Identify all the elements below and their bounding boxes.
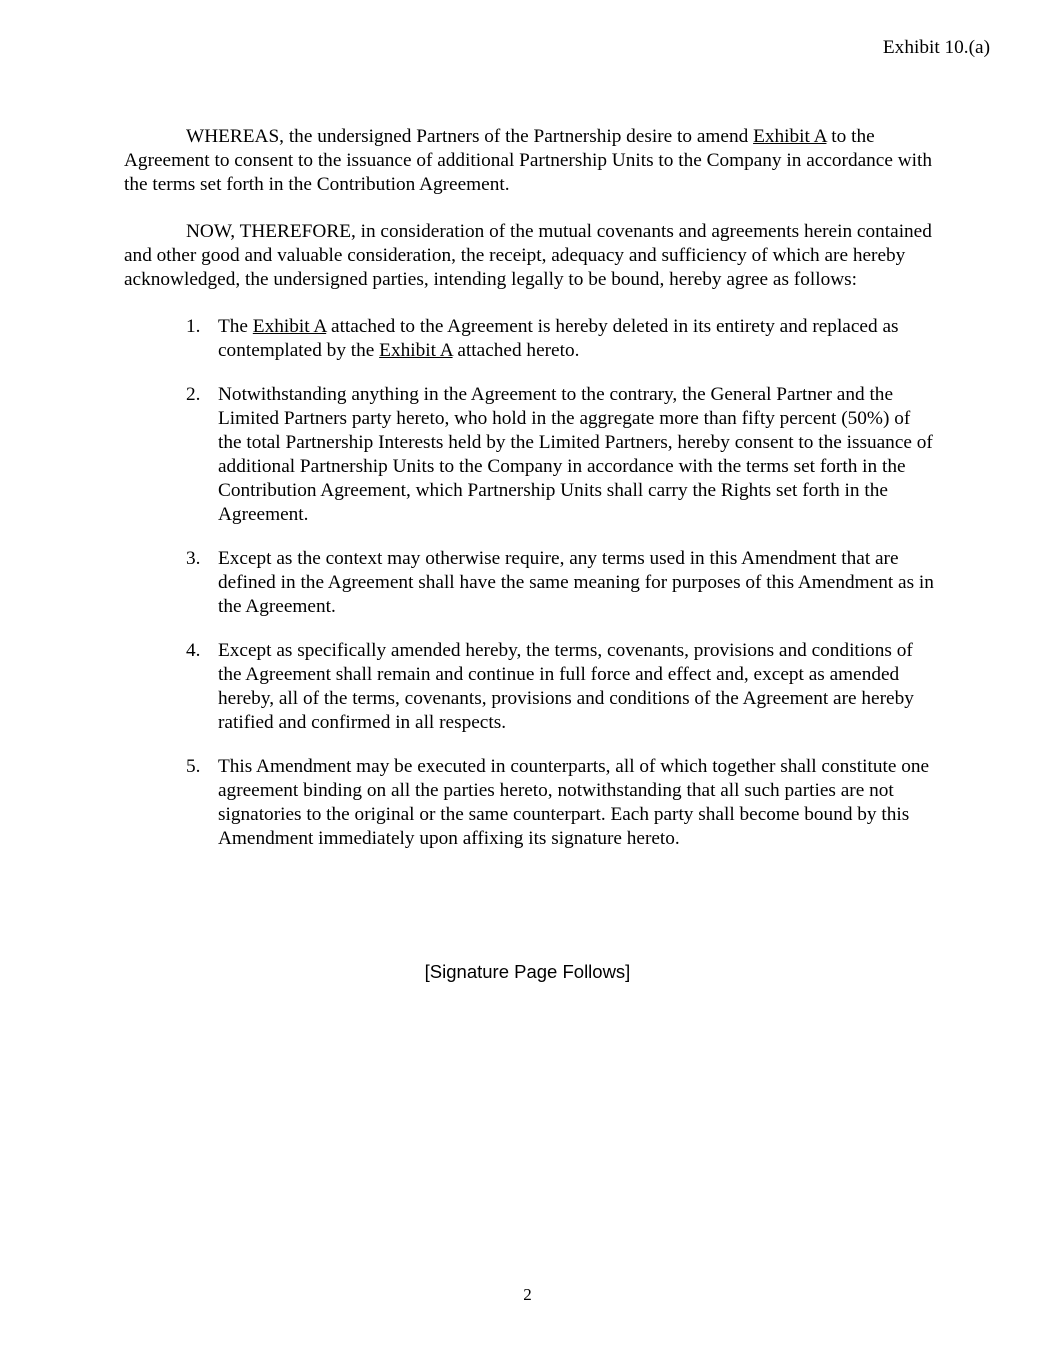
list-item bbox=[124, 547, 936, 619]
item-text-end: attached hereto. bbox=[452, 340, 580, 361]
whereas-paragraph bbox=[124, 125, 936, 197]
item-text: Except as specifically amended hereby, the terms, covenants, provisions and conditions of the Agreement shall remain and continue in full force and effect and, except as amended hereby, all of the terms, covenants, provisions and conditions of the Agreement are hereby ratified and confirmed in all respects. bbox=[218, 640, 914, 733]
item-text: Notwithstanding anything in the Agreement to the contrary, the General Partner and the Limited Partners party hereto, who hold in the aggregate more than fifty percent (50%) of the total Partnership Interests held by the Limited Partners, hereby consent to the issuance of additional Partnership Units to the Company in accordance with the terms set forth in the Contribution Agreement, which Partnership Units shall carry the Rights set forth in the Agreement. bbox=[218, 384, 933, 525]
page-number: 2 bbox=[523, 1285, 532, 1304]
item-text-start: The bbox=[218, 316, 253, 337]
exhibit-label: Exhibit 10.(a) bbox=[882, 37, 990, 58]
item-text-middle: attached to the Agreement is hereby deleted in its entirety and replaced as contemplated by the bbox=[218, 316, 899, 361]
list-item bbox=[124, 639, 936, 735]
item-text: This Amendment may be executed in counterparts, all of which together shall constitute one agreement binding on all the parties hereto, notwithstanding that all such parties are not signatories to the original or the same counterpart. Each party shall become bound by this Amendment immediately upon affixing its signature hereto. bbox=[218, 756, 930, 849]
exhibit-a-reference: Exhibit A bbox=[379, 340, 453, 361]
document-body bbox=[124, 125, 936, 871]
signature-page-note: [Signature Page Follows] bbox=[424, 961, 631, 982]
item-number: 4. bbox=[186, 640, 201, 661]
list-item bbox=[124, 315, 936, 363]
amendment-items-list bbox=[124, 315, 936, 851]
list-item bbox=[124, 755, 936, 851]
item-number: 5. bbox=[186, 756, 201, 777]
item-number: 2. bbox=[186, 384, 201, 405]
item-number: 1. bbox=[186, 316, 201, 337]
item-number: 3. bbox=[186, 548, 201, 569]
exhibit-a-reference: Exhibit A bbox=[252, 316, 327, 337]
whereas-text-end: to the Agreement to consent to the issuance of additional Partnership Units to the Company in accordance with the terms set forth in the Contribution Agreement. bbox=[124, 126, 932, 195]
list-item bbox=[124, 383, 936, 527]
exhibit-a-reference: Exhibit A bbox=[753, 126, 827, 147]
item-text: Except as the context may otherwise require, any terms used in this Amendment that are defined in the Agreement shall have the same meaning for purposes of this Amendment as in the Agreement. bbox=[218, 548, 934, 617]
now-therefore-paragraph: NOW, THEREFORE, in consideration of the mutual covenants and agreements herein contained and other good and valuable consideration, the receipt, adequacy and sufficiency of which are hereby acknowledged, the undersigned parties, intending legally to be bound, hereby agree as follows: bbox=[124, 221, 932, 290]
whereas-text-start: WHEREAS, the undersigned Partners of the Partnership desire to amend bbox=[186, 126, 754, 147]
